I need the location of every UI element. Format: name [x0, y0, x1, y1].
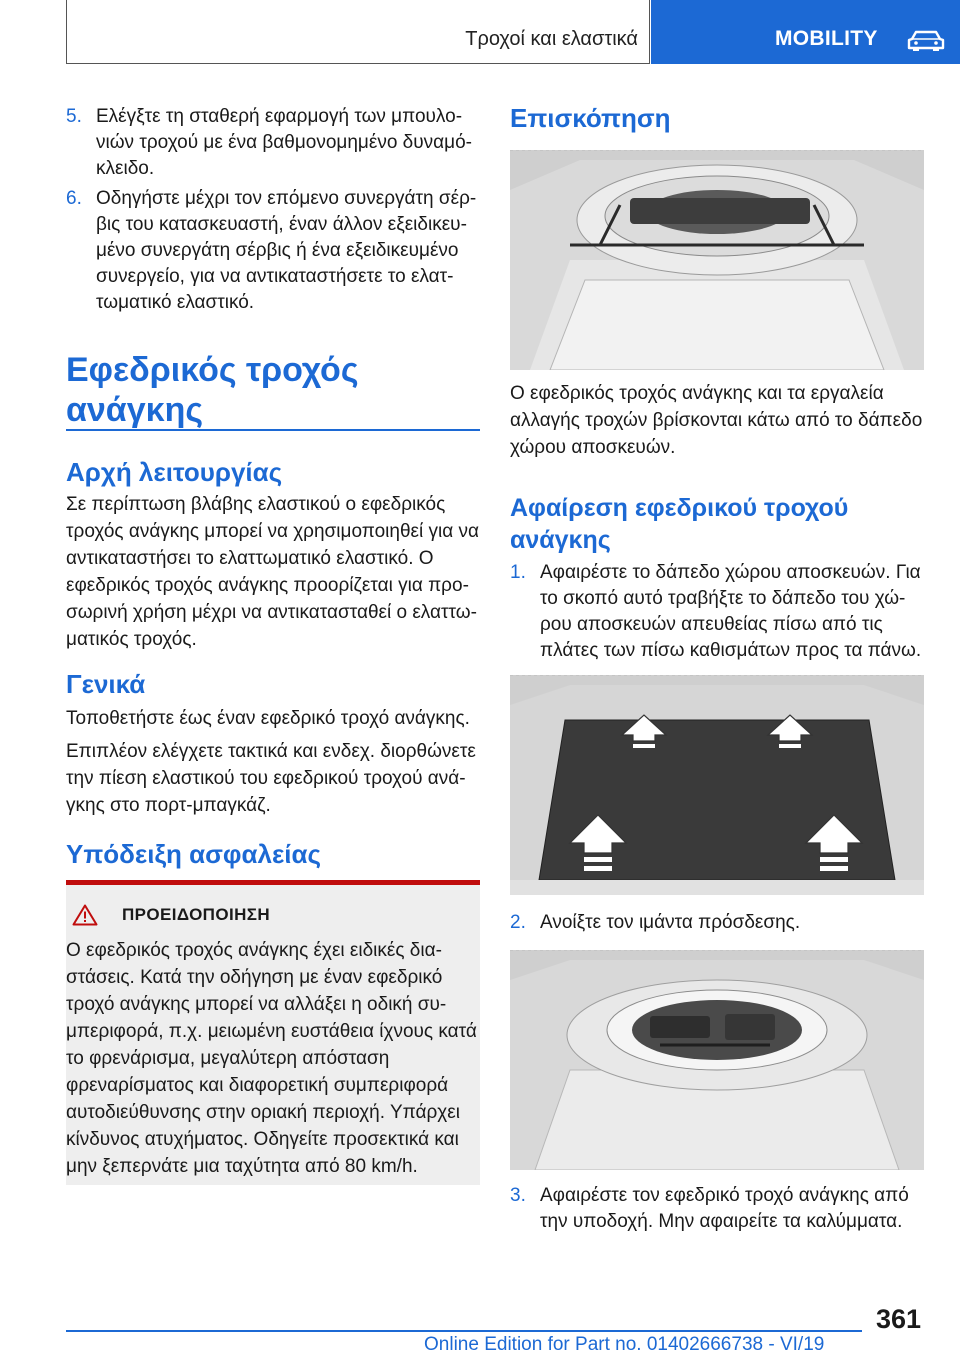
step-number: 5.	[66, 106, 82, 127]
footer-rule	[66, 1330, 862, 1332]
mobility-tab	[651, 0, 960, 64]
step-number: 6.	[66, 188, 82, 209]
mobility-label: MOBILITY	[775, 27, 878, 50]
warning-text: Ο εφεδρικός τροχός ανάγκης έχει ειδικές διαστάσεις. Κατά την οδήγηση με έναν εφεδρικό τροχό ανάγκης μπορεί να αλλάξει η οδική συμπεριφορά, π.χ. μειωμένη ευστάθεια ίχνους κατά το φρενάρισμα, μεγαλύτερη απόσταση φρεναρίσματος και διαφορετική συμπεριφορά αυτοδιεύθυνσης στην οριακή περιοχή. Υπάρχει κίνδυνος ατυχήματος. Οδηγείτε προσεκτικά και μην ξεπερνάτε μια ταχύτητα από 80 km/h.	[66, 940, 477, 1177]
removal-heading: Αφαίρεση εφεδρικού τροχού ανάγκης	[510, 494, 849, 554]
step-number: 3.	[510, 1185, 526, 1206]
step-6	[66, 186, 480, 316]
principle-heading: Αρχή λειτουργίας	[66, 457, 283, 487]
general-paragraph-1: Τοποθετήστε έως έναν εφεδρικό τροχό ανάγκης.	[66, 708, 470, 729]
open-wheel-well-figure	[510, 950, 924, 1170]
car-icon	[906, 30, 946, 52]
principle-text: Σε περίπτωση βλάβης ελαστικού ο εφεδρικός τροχός ανάγκης μπορεί να χρησιμοποιηθεί για να αντικαταστήσει το ελαττωματικό ελαστικό. Ο εφεδρικός τροχός ανάγκης προορίζεται για προσωρινή χρήση μέχρι να αντικατασταθεί ο ελαττωματικός τροχός.	[66, 494, 479, 650]
step-text: Ελέγξτε τη σταθερή εφαρμογή των μπουλονιών τροχού με ένα βαθμονομημένο δυναμόκλειδο.	[96, 106, 472, 179]
removal-step-2	[510, 910, 924, 936]
warning-icon	[72, 904, 98, 926]
chapter-heading: Εφεδρικός τροχός ανάγκης	[66, 351, 359, 429]
step-text: Αφαιρέστε το δάπεδο χώρου αποσκευών. Για το σκοπό αυτό τραβήξτε το δάπεδο του χώρου αποσκευών απευθείας πίσω από τις πλάτες των πίσω καθισμάτων προς τα πάνω.	[540, 562, 922, 661]
edition-footer: Online Edition for Part no. 01402666738 - VI/19	[424, 1334, 825, 1355]
general-paragraph-2: Επιπλέον ελέγχετε τακτικά και ενδεχ. διορθώνετε την πίεση ελαστικού του εφεδρικού τροχού ανάγκης στο πορτ-μπαγκάζ.	[66, 741, 476, 816]
step-number: 2.	[510, 912, 526, 933]
overview-caption: Ο εφεδρικός τροχός ανάγκης και τα εργαλεία αλλαγής τροχών βρίσκονται κάτω από το δάπεδο χώρου αποσκευών.	[510, 383, 923, 458]
step-5	[66, 104, 480, 182]
step-text: Αφαιρέστε τον εφεδρικό τροχό ανάγκης από την υποδοχή. Μην αφαιρείτε τα καλύμματα.	[540, 1185, 909, 1232]
overview-heading: Επισκόπηση	[510, 103, 671, 133]
step-text: Οδηγήστε μέχρι τον επόμενο συνεργάτη σέρβις του κατασκευαστή, έναν άλλον εξειδικευμένο συνεργάτη σέρβις ή ένα εξειδικευμένο συνεργείο, για να αντικαταστήσετε το ελαττωματικό ελαστικό.	[96, 188, 477, 313]
warning-title: ΠΡΟΕΙΔΟΠΟΙΗΣΗ	[122, 905, 271, 924]
step-text: Ανοίξτε τον ιμάντα πρόσδεσης.	[540, 912, 801, 933]
safety-heading: Υπόδειξη ασφαλείας	[66, 839, 322, 869]
removal-step-1	[510, 560, 924, 664]
heading-rule	[66, 429, 480, 431]
general-heading: Γενικά	[66, 669, 146, 699]
trunk-floor-figure	[510, 675, 924, 895]
spare-wheel-figure	[510, 150, 924, 370]
page-number: 361	[876, 1304, 922, 1334]
warning-bar	[66, 880, 480, 885]
section-title: Τροχοί και ελαστικά	[465, 28, 638, 50]
removal-step-3	[510, 1183, 924, 1235]
step-number: 1.	[510, 562, 526, 583]
